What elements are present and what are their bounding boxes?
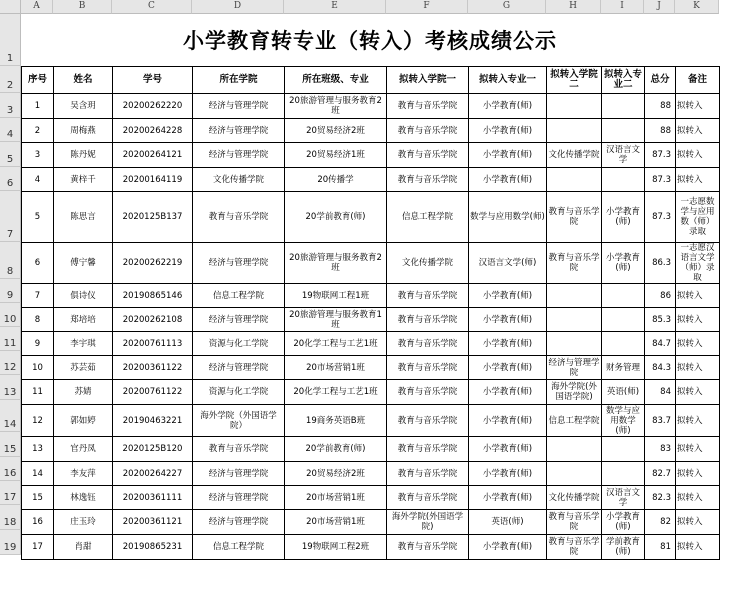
cell-name[interactable]: 俱诗仪 <box>54 284 113 308</box>
cell-target-college-1[interactable]: 教育与音乐学院 <box>387 462 469 486</box>
table-row <box>22 243 720 284</box>
cell-target-major-2[interactable]: 小学教育(师) <box>602 243 645 284</box>
cell-seq[interactable]: 2 <box>22 119 54 143</box>
cell-target-major-2[interactable]: 数学与应用数学(师) <box>602 405 645 437</box>
cell-target-major-1[interactable]: 小学教育(师) <box>469 168 547 192</box>
cell-target-college-2[interactable]: 文化传播学院 <box>547 486 602 510</box>
cell-total-score[interactable]: 88 <box>645 119 676 143</box>
column-header-j[interactable]: J <box>644 0 675 14</box>
column-header-a[interactable]: A <box>21 0 53 14</box>
cell-target-major-1[interactable]: 小学教育(师) <box>469 94 547 119</box>
cell-name[interactable]: 周梅燕 <box>54 119 113 143</box>
column-header-i[interactable]: I <box>601 0 644 14</box>
row-header-7[interactable]: 7 <box>0 191 21 242</box>
spreadsheet-grid[interactable] <box>21 14 751 590</box>
cell-class-major[interactable]: 20贸易经济2班 <box>285 462 387 486</box>
cell-class-major[interactable]: 20旅游管理与服务教育2班 <box>285 243 387 284</box>
cell-college[interactable]: 资源与化工学院 <box>193 380 285 405</box>
cell-target-college-2[interactable] <box>547 462 602 486</box>
cell-target-college-2[interactable]: 文化传播学院 <box>547 143 602 168</box>
cell-target-major-2[interactable]: 英语(师) <box>602 380 645 405</box>
cell-name[interactable]: 官丹凤 <box>54 437 113 462</box>
cell-remark[interactable]: 拟转入 <box>676 437 720 462</box>
cell-target-major-1[interactable]: 汉语言文学(师) <box>469 243 547 284</box>
cell-seq[interactable]: 6 <box>22 243 54 284</box>
cell-college[interactable]: 信息工程学院 <box>193 284 285 308</box>
table-row <box>22 535 720 560</box>
cell-target-major-1[interactable]: 小学教育(师) <box>469 356 547 380</box>
cell-seq[interactable]: 17 <box>22 535 54 560</box>
cell-class-major[interactable]: 20市场营销1班 <box>285 486 387 510</box>
cell-target-major-1[interactable]: 小学教育(师) <box>469 405 547 437</box>
cell-total-score[interactable]: 85.3 <box>645 308 676 332</box>
row-header-5[interactable]: 5 <box>0 142 21 167</box>
cell-class-major[interactable]: 20学前教育(师) <box>285 192 387 243</box>
cell-seq[interactable]: 10 <box>22 356 54 380</box>
cell-name[interactable]: 陈思言 <box>54 192 113 243</box>
cell-total-score[interactable]: 83.7 <box>645 405 676 437</box>
cell-target-major-2[interactable] <box>602 119 645 143</box>
cell-target-major-2[interactable] <box>602 308 645 332</box>
cell-total-score[interactable]: 87.3 <box>645 168 676 192</box>
cell-class-major[interactable]: 19物联网工程1班 <box>285 284 387 308</box>
cell-student-id[interactable]: 20200761122 <box>113 380 193 405</box>
row-header-2[interactable]: 2 <box>0 66 21 93</box>
cell-seq[interactable]: 12 <box>22 405 54 437</box>
table-row <box>22 437 720 462</box>
cell-total-score[interactable]: 88 <box>645 94 676 119</box>
cell-student-id[interactable]: 20200264227 <box>113 462 193 486</box>
cell-student-id[interactable]: 20200361111 <box>113 486 193 510</box>
row-header-15[interactable]: 15 <box>0 432 21 457</box>
cell-target-major-2[interactable]: 财务管理 <box>602 356 645 380</box>
cell-target-major-2[interactable] <box>602 94 645 119</box>
cell-target-college-2[interactable]: 海外学院(外国语学院) <box>547 380 602 405</box>
row-header-16[interactable]: 16 <box>0 457 21 481</box>
select-all-corner[interactable] <box>0 0 21 14</box>
cell-target-major-2[interactable]: 汉语言文学 <box>602 486 645 510</box>
cell-student-id[interactable]: 20200164119 <box>113 168 193 192</box>
header-name[interactable]: 姓名 <box>54 67 113 94</box>
cell-college[interactable]: 经济与管理学院 <box>193 94 285 119</box>
cell-target-college-2[interactable] <box>547 168 602 192</box>
cell-class-major[interactable]: 20旅游管理与服务教育1班 <box>285 308 387 332</box>
cell-target-college-1[interactable]: 教育与音乐学院 <box>387 356 469 380</box>
cell-target-major-2[interactable] <box>602 168 645 192</box>
header-class-major[interactable]: 所在班级、专业 <box>285 67 387 94</box>
cell-target-major-2[interactable]: 学前教育(师) <box>602 535 645 560</box>
cell-remark[interactable]: 拟转入 <box>676 535 720 560</box>
cell-total-score[interactable]: 82 <box>645 510 676 535</box>
cell-college[interactable]: 文化传播学院 <box>193 168 285 192</box>
cell-class-major[interactable]: 20贸易经济2班 <box>285 119 387 143</box>
cell-seq[interactable]: 5 <box>22 192 54 243</box>
cell-college[interactable]: 教育与音乐学院 <box>193 192 285 243</box>
cell-college[interactable]: 经济与管理学院 <box>193 510 285 535</box>
cell-name[interactable]: 郭如婷 <box>54 405 113 437</box>
cell-college[interactable]: 经济与管理学院 <box>193 308 285 332</box>
cell-class-major[interactable]: 20旅游管理与服务教育2班 <box>285 94 387 119</box>
cell-seq[interactable]: 13 <box>22 437 54 462</box>
cell-class-major[interactable]: 20传播学 <box>285 168 387 192</box>
cell-target-major-2[interactable] <box>602 462 645 486</box>
cell-target-college-1[interactable]: 教育与音乐学院 <box>387 405 469 437</box>
row-header-12[interactable]: 12 <box>0 351 21 375</box>
table-row <box>22 119 720 143</box>
row-header-8[interactable]: 8 <box>0 242 21 279</box>
column-header-k[interactable]: K <box>675 0 719 14</box>
cell-target-college-1[interactable]: 信息工程学院 <box>387 192 469 243</box>
cell-student-id[interactable]: 20200361121 <box>113 510 193 535</box>
cell-name[interactable]: 陈丹妮 <box>54 143 113 168</box>
cell-target-college-2[interactable] <box>547 119 602 143</box>
row-header-18[interactable]: 18 <box>0 505 21 530</box>
cell-target-major-2[interactable] <box>602 284 645 308</box>
cell-seq[interactable]: 16 <box>22 510 54 535</box>
cell-class-major[interactable]: 19商务英语B班 <box>285 405 387 437</box>
cell-target-major-2[interactable]: 小学教育(师) <box>602 510 645 535</box>
cell-target-college-1[interactable]: 教育与音乐学院 <box>387 380 469 405</box>
cell-student-id[interactable]: 20190865146 <box>113 284 193 308</box>
row-header-10[interactable]: 10 <box>0 303 21 327</box>
data-table <box>21 66 720 560</box>
cell-class-major[interactable]: 20化学工程与工艺1班 <box>285 332 387 356</box>
header-seq[interactable]: 序号 <box>22 67 54 94</box>
cell-name[interactable]: 郑培培 <box>54 308 113 332</box>
row-header-9[interactable]: 9 <box>0 279 21 303</box>
cell-class-major[interactable]: 20市场营销1班 <box>285 356 387 380</box>
header-target-major-2[interactable]: 拟转入专业二 <box>602 67 645 94</box>
cell-class-major[interactable]: 19物联网工程2班 <box>285 535 387 560</box>
cell-remark[interactable]: 拟转入 <box>676 405 720 437</box>
cell-target-college-2[interactable]: 经济与管理学院 <box>548 357 600 378</box>
cell-seq[interactable]: 7 <box>22 284 54 308</box>
cell-remark[interactable]: 拟转入 <box>676 143 720 168</box>
table-row <box>22 356 720 380</box>
column-header-c[interactable]: C <box>112 0 192 14</box>
table-row <box>22 192 720 243</box>
cell-total-score[interactable]: 86.3 <box>645 243 676 284</box>
cell-remark[interactable]: 一志愿数学与应用数（师）录取 <box>676 192 720 243</box>
cell-student-id[interactable]: 2020125B137 <box>113 192 193 243</box>
cell-total-score[interactable]: 83 <box>645 437 676 462</box>
cell-name[interactable]: 黄梓千 <box>54 168 113 192</box>
column-header-h[interactable]: H <box>546 0 601 14</box>
cell-remark[interactable]: 拟转入 <box>676 308 720 332</box>
table-row <box>22 510 720 535</box>
cell-target-major-2[interactable] <box>602 437 645 462</box>
cell-class-major[interactable]: 20贸易经济1班 <box>285 143 387 168</box>
table-row <box>22 405 720 437</box>
header-target-college-1[interactable]: 拟转入学院一 <box>387 67 469 94</box>
column-header-d[interactable]: D <box>192 0 284 14</box>
cell-target-college-2[interactable] <box>547 437 602 462</box>
cell-target-college-2[interactable]: 信息工程学院 <box>547 405 602 437</box>
cell-student-id[interactable]: 20190865231 <box>113 535 193 560</box>
header-total-score[interactable]: 总分 <box>645 67 676 94</box>
cell-student-id[interactable]: 20200262220 <box>113 94 193 119</box>
cell-target-college-1[interactable]: 教育与音乐学院 <box>387 308 469 332</box>
column-header-f[interactable]: F <box>386 0 468 14</box>
cell-total-score[interactable]: 86 <box>645 284 676 308</box>
cell-target-college-2[interactable]: 教育与音乐学院 <box>547 243 602 284</box>
cell-target-major-1[interactable]: 小学教育(师) <box>469 143 547 168</box>
cell-target-college-1[interactable]: 教育与音乐学院 <box>387 168 469 192</box>
cell-seq[interactable]: 4 <box>22 168 54 192</box>
column-header-g[interactable]: G <box>468 0 546 14</box>
cell-seq[interactable]: 3 <box>22 143 54 168</box>
cell-target-major-1[interactable]: 小学教育(师) <box>469 308 547 332</box>
cell-target-major-1[interactable]: 小学教育(师) <box>469 332 547 356</box>
cell-target-major-1[interactable]: 小学教育(师) <box>469 486 547 510</box>
cell-student-id[interactable]: 20200262108 <box>113 308 193 332</box>
cell-college[interactable]: 经济与管理学院 <box>193 462 285 486</box>
cell-college[interactable]: 信息工程学院 <box>193 535 285 560</box>
cell-student-id[interactable]: 20200264121 <box>113 143 193 168</box>
cell-student-id[interactable]: 20200262219 <box>113 243 193 284</box>
cell-college[interactable]: 经济与管理学院 <box>193 356 285 380</box>
row-header-11[interactable]: 11 <box>0 327 21 351</box>
cell-seq[interactable]: 1 <box>22 94 54 119</box>
table-row <box>22 332 720 356</box>
header-student-id[interactable]: 学号 <box>113 67 193 94</box>
cell-total-score[interactable]: 87.3 <box>645 143 676 168</box>
cell-seq[interactable]: 11 <box>22 380 54 405</box>
cell-target-major-2[interactable]: 小学教育(师) <box>602 192 645 243</box>
cell-target-college-1[interactable]: 教育与音乐学院 <box>387 535 469 560</box>
cell-target-college-1[interactable]: 海外学院(外国语学院) <box>387 510 469 535</box>
cell-target-college-2[interactable]: 教育与音乐学院 <box>547 510 602 535</box>
cell-target-major-1[interactable]: 小学教育(师) <box>469 535 547 560</box>
table-row <box>22 486 720 510</box>
cell-total-score[interactable]: 82.3 <box>645 486 676 510</box>
cell-college[interactable]: 教育与音乐学院 <box>193 437 285 462</box>
header-college[interactable]: 所在学院 <box>193 67 285 94</box>
cell-student-id[interactable]: 2020125B120 <box>113 437 193 462</box>
cell-student-id[interactable]: 20200361122 <box>113 356 193 380</box>
cell-total-score[interactable]: 81 <box>645 535 676 560</box>
row-header-3[interactable]: 3 <box>0 93 21 118</box>
cell-target-college-2[interactable] <box>547 332 602 356</box>
cell-remark[interactable]: 一志愿汉语言文学（师）录取 <box>676 243 720 284</box>
cell-class-major[interactable]: 20学前教育(师) <box>285 437 387 462</box>
cell-target-college-1[interactable]: 教育与音乐学院 <box>387 437 469 462</box>
cell-seq[interactable]: 9 <box>22 332 54 356</box>
cell-student-id[interactable]: 20200264228 <box>113 119 193 143</box>
cell-name[interactable]: 傅宁馨 <box>54 243 113 284</box>
cell-remark[interactable]: 拟转入 <box>676 168 720 192</box>
cell-target-major-1[interactable]: 小学教育(师) <box>469 437 547 462</box>
cell-target-college-1[interactable]: 文化传播学院 <box>387 243 469 284</box>
header-row <box>22 67 720 94</box>
row-header-17[interactable]: 17 <box>0 481 21 505</box>
cell-name[interactable]: 李友萍 <box>54 462 113 486</box>
column-header-e[interactable]: E <box>284 0 386 14</box>
cell-seq[interactable]: 15 <box>22 486 54 510</box>
cell-target-college-2[interactable]: 教育与音乐学院 <box>547 192 602 243</box>
cell-target-college-1[interactable]: 教育与音乐学院 <box>387 94 469 119</box>
cell-target-major-1[interactable]: 小学教育(师) <box>469 462 547 486</box>
row-header-4[interactable]: 4 <box>0 118 21 142</box>
cell-name[interactable]: 庄玉玲 <box>54 510 113 535</box>
header-target-major-1[interactable]: 拟转入专业一 <box>469 67 547 94</box>
sheet-title: 小学教育转专业（转入）考核成绩公示 <box>21 14 719 67</box>
cell-target-college-1[interactable]: 教育与音乐学院 <box>387 119 469 143</box>
table-row <box>22 380 720 405</box>
cell-total-score[interactable]: 87.3 <box>645 192 676 243</box>
cell-remark[interactable]: 拟转入 <box>676 380 720 405</box>
cell-target-college-2[interactable] <box>547 284 602 308</box>
cell-remark[interactable]: 拟转入 <box>676 510 720 535</box>
cell-total-score[interactable]: 84 <box>645 380 676 405</box>
cell-college[interactable]: 资源与化工学院 <box>193 332 285 356</box>
cell-target-college-1[interactable]: 教育与音乐学院 <box>387 284 469 308</box>
cell-name[interactable]: 吴含玥 <box>54 94 113 119</box>
cell-target-college-2[interactable]: 教育与音乐学院 <box>547 535 602 560</box>
cell-target-college-1[interactable]: 教育与音乐学院 <box>387 143 469 168</box>
cell-college[interactable]: 经济与管理学院 <box>193 486 285 510</box>
row-header-6[interactable]: 6 <box>0 167 21 191</box>
cell-name[interactable]: 苏芸茹 <box>54 356 113 380</box>
cell-target-major-1[interactable]: 小学教育(师) <box>469 119 547 143</box>
cell-name[interactable]: 林逸钰 <box>54 486 113 510</box>
cell-student-id[interactable]: 20200761113 <box>113 332 193 356</box>
cell-remark[interactable]: 拟转入 <box>676 94 720 119</box>
cell-college[interactable]: 经济与管理学院 <box>193 143 285 168</box>
cell-target-major-1[interactable]: 小学教育(师) <box>469 284 547 308</box>
cell-target-major-2[interactable] <box>602 332 645 356</box>
header-remark[interactable]: 备注 <box>676 67 720 94</box>
cell-total-score[interactable]: 84.3 <box>645 356 676 380</box>
cell-college[interactable]: 海外学院（外国语学院） <box>193 405 285 437</box>
table-row <box>22 284 720 308</box>
cell-name[interactable]: 李宇琪 <box>54 332 113 356</box>
table-row <box>22 143 720 168</box>
table-row <box>22 94 720 119</box>
cell-target-major-2[interactable]: 汉语言文学 <box>602 143 645 168</box>
cell-seq[interactable]: 8 <box>22 308 54 332</box>
cell-target-college-2[interactable] <box>547 308 602 332</box>
cell-college[interactable]: 经济与管理学院 <box>193 243 285 284</box>
cell-class-major[interactable]: 20市场营销1班 <box>285 510 387 535</box>
cell-target-major-1[interactable]: 英语(师) <box>469 510 547 535</box>
cell-remark[interactable]: 拟转入 <box>676 462 720 486</box>
cell-class-major[interactable]: 20化学工程与工艺1班 <box>285 380 387 405</box>
cell-target-college-1[interactable]: 教育与音乐学院 <box>387 486 469 510</box>
cell-college[interactable]: 经济与管理学院 <box>193 119 285 143</box>
cell-student-id[interactable]: 20190463221 <box>113 405 193 437</box>
table-row <box>22 308 720 332</box>
cell-total-score[interactable]: 82.7 <box>645 462 676 486</box>
cell-remark[interactable]: 拟转入 <box>676 332 720 356</box>
cell-seq[interactable]: 14 <box>22 462 54 486</box>
cell-target-college-1[interactable]: 教育与音乐学院 <box>387 332 469 356</box>
cell-remark[interactable]: 拟转入 <box>676 284 720 308</box>
column-header-b[interactable]: B <box>53 0 112 14</box>
cell-remark[interactable]: 拟转入 <box>676 486 720 510</box>
cell-name[interactable]: 苏婧 <box>54 380 113 405</box>
cell-remark[interactable]: 拟转入 <box>676 356 720 380</box>
cell-total-score[interactable]: 84.7 <box>645 332 676 356</box>
table-row <box>22 462 720 486</box>
cell-remark[interactable]: 拟转入 <box>676 119 720 143</box>
cell-target-major-1[interactable]: 数学与应用数学(师) <box>469 192 547 243</box>
table-row <box>22 168 720 192</box>
row-header-19[interactable]: 19 <box>0 530 21 555</box>
cell-target-major-1[interactable]: 小学教育(师) <box>469 380 547 405</box>
row-header-13[interactable]: 13 <box>0 375 21 400</box>
cell-name[interactable]: 肖甜 <box>54 535 113 560</box>
row-header-14[interactable]: 14 <box>0 400 21 432</box>
header-target-college-2[interactable]: 拟转入学院二 <box>547 67 602 94</box>
row-header-1[interactable]: 1 <box>0 14 21 66</box>
cell-target-college-2[interactable] <box>547 94 602 119</box>
